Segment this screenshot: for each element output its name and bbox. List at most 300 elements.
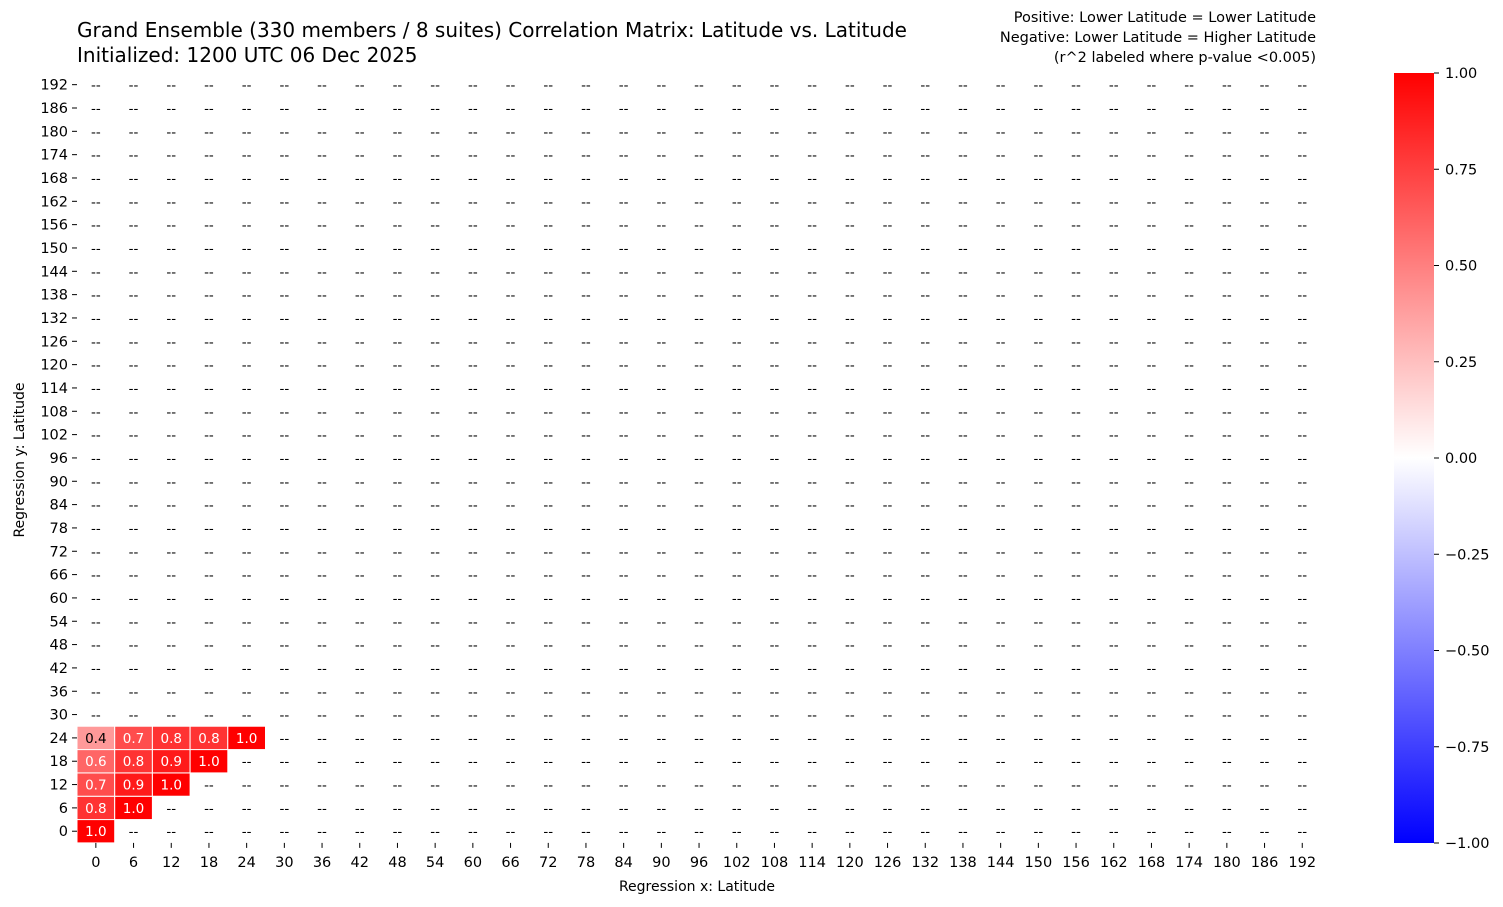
- cell-missing-186-192: --: [1259, 77, 1270, 94]
- cell-missing-96-0: --: [694, 824, 704, 841]
- cell-missing-180-162: --: [1221, 194, 1232, 211]
- cell-missing-174-102: --: [1184, 427, 1195, 444]
- cell-missing-18-174: --: [204, 147, 214, 164]
- y-tick-label-48: 48: [49, 637, 68, 654]
- cell-missing-60-102: --: [467, 427, 478, 444]
- cell-missing-6-60: --: [128, 590, 139, 607]
- cell-missing-48-96: --: [392, 450, 403, 467]
- cell-missing-78-102: --: [581, 427, 591, 444]
- cell-missing-30-144: --: [279, 264, 290, 281]
- cell-missing-66-138: --: [505, 287, 516, 304]
- cell-missing-6-114: --: [128, 380, 139, 397]
- cell-missing-156-0: --: [1071, 824, 1081, 841]
- cell-missing-102-30: --: [731, 707, 742, 724]
- cell-missing-60-0: --: [467, 824, 478, 841]
- cell-missing-150-30: --: [1033, 707, 1044, 724]
- cell-missing-138-108: --: [958, 404, 968, 421]
- cell-missing-42-162: --: [354, 194, 365, 211]
- cell-missing-42-102: --: [354, 427, 365, 444]
- cell-missing-30-84: --: [279, 497, 290, 514]
- cell-missing-102-60: --: [731, 590, 742, 607]
- cell-missing-192-60: --: [1297, 590, 1308, 607]
- cell-missing-72-186: --: [543, 101, 554, 117]
- cell-missing-168-114: --: [1146, 380, 1157, 397]
- cell-missing-102-6: --: [731, 800, 742, 817]
- cell-missing-30-150: --: [279, 240, 290, 257]
- cell-missing-48-60: --: [392, 590, 403, 607]
- cell-missing-72-30: --: [543, 707, 554, 724]
- cell-missing-126-6: --: [882, 800, 893, 817]
- cell-missing-6-192: --: [128, 77, 139, 94]
- cell-missing-60-186: --: [467, 101, 478, 117]
- cell-missing-30-132: --: [279, 310, 290, 327]
- cell-missing-150-18: --: [1033, 754, 1044, 771]
- cell-missing-78-192: --: [581, 77, 591, 94]
- cell-missing-132-156: --: [920, 217, 931, 234]
- cell-missing-102-36: --: [731, 684, 742, 701]
- cell-missing-24-180: --: [241, 124, 252, 141]
- cell-missing-36-132: --: [317, 310, 327, 327]
- cell-missing-0-78: --: [90, 520, 101, 537]
- cell-missing-132-30: --: [920, 707, 931, 724]
- y-tick-label-114: 114: [40, 380, 68, 397]
- cell-missing-186-48: --: [1259, 637, 1270, 654]
- cell-missing-180-108: --: [1221, 404, 1232, 421]
- x-tick-label-48: 48: [388, 854, 407, 871]
- y-tick-label-78: 78: [49, 520, 68, 537]
- cell-missing-24-162: --: [241, 194, 252, 211]
- cell-missing-42-180: --: [354, 124, 365, 141]
- cell-missing-114-102: --: [807, 427, 818, 444]
- cell-missing-0-168: --: [90, 170, 101, 187]
- cell-missing-18-6: --: [204, 800, 214, 817]
- cell-missing-174-90: --: [1184, 474, 1195, 491]
- cell-missing-126-162: --: [882, 194, 893, 211]
- cell-missing-72-144: --: [543, 264, 554, 281]
- cell-missing-120-120: --: [844, 357, 855, 374]
- cell-missing-150-12: --: [1033, 777, 1044, 794]
- cell-missing-60-54: --: [467, 614, 478, 631]
- cell-missing-168-18: --: [1146, 754, 1157, 771]
- cell-missing-144-66: --: [995, 567, 1006, 584]
- x-tick-label-18: 18: [199, 854, 219, 871]
- cell-missing-24-192: --: [241, 77, 252, 94]
- cell-missing-12-156: --: [166, 217, 177, 234]
- cell-missing-126-42: --: [882, 660, 893, 677]
- cell-missing-126-150: --: [882, 240, 893, 257]
- cell-missing-126-72: --: [882, 544, 893, 561]
- cell-missing-66-18: --: [505, 754, 516, 771]
- cell-missing-30-168: --: [279, 170, 290, 187]
- chart-title: Grand Ensemble (330 members / 8 suites) Correlation Matrix: Latitude vs. Latitude: [77, 18, 907, 42]
- cell-missing-18-0: --: [204, 824, 214, 841]
- y-tick-label-120: 120: [40, 357, 68, 374]
- cell-missing-108-78: --: [769, 520, 780, 537]
- cell-missing-186-18: --: [1259, 754, 1270, 771]
- cell-missing-144-192: --: [995, 77, 1006, 94]
- cell-missing-108-138: --: [769, 287, 780, 304]
- cell-missing-102-168: --: [731, 170, 742, 187]
- cell-missing-0-72: --: [90, 544, 101, 561]
- cell-missing-186-126: --: [1259, 334, 1270, 351]
- cell-missing-96-84: --: [694, 497, 704, 514]
- cell-missing-6-144: --: [128, 264, 139, 281]
- cell-missing-0-126: --: [90, 334, 101, 351]
- cell-missing-132-174: --: [920, 147, 931, 164]
- cell-missing-138-156: --: [958, 217, 968, 234]
- cell-missing-42-54: --: [354, 614, 365, 631]
- cell-missing-78-72: --: [581, 544, 591, 561]
- cell-missing-150-186: --: [1033, 101, 1044, 117]
- cell-missing-78-48: --: [581, 637, 591, 654]
- cell-missing-66-174: --: [505, 147, 516, 164]
- cell-missing-66-120: --: [505, 357, 516, 374]
- cell-missing-30-192: --: [279, 77, 290, 94]
- cell-missing-150-90: --: [1033, 474, 1044, 491]
- y-tick-label-192: 192: [40, 77, 68, 94]
- cell-missing-60-78: --: [467, 520, 478, 537]
- cell-missing-78-138: --: [581, 287, 591, 304]
- cell-missing-0-114: --: [90, 380, 101, 397]
- cell-missing-48-6: --: [392, 800, 403, 817]
- cell-missing-168-96: --: [1146, 450, 1157, 467]
- x-tick-label-126: 126: [873, 854, 902, 871]
- cell-missing-156-78: --: [1071, 520, 1081, 537]
- cell-missing-42-174: --: [354, 147, 365, 164]
- cell-missing-168-78: --: [1146, 520, 1157, 537]
- cell-label-12-12: 1.0: [160, 777, 182, 794]
- cell-missing-36-54: --: [317, 614, 327, 631]
- cell-missing-174-108: --: [1184, 404, 1195, 421]
- cell-missing-162-144: --: [1108, 264, 1119, 281]
- cell-missing-6-54: --: [128, 614, 139, 631]
- cell-label-12-18: 0.9: [160, 754, 182, 771]
- cell-missing-72-90: --: [543, 474, 554, 491]
- cell-missing-18-48: --: [204, 637, 214, 654]
- cell-missing-54-168: --: [430, 170, 441, 187]
- cell-missing-144-156: --: [995, 217, 1006, 234]
- cell-missing-78-54: --: [581, 614, 591, 631]
- cell-missing-162-138: --: [1108, 287, 1119, 304]
- y-tick-label-36: 36: [49, 684, 68, 701]
- cell-missing-84-78: --: [618, 520, 629, 537]
- cell-missing-144-18: --: [995, 754, 1006, 771]
- cell-missing-120-84: --: [844, 497, 855, 514]
- cell-missing-78-180: --: [581, 124, 591, 141]
- cell-missing-144-114: --: [995, 380, 1006, 397]
- cell-missing-60-42: --: [467, 660, 478, 677]
- cell-missing-84-6: --: [618, 800, 629, 817]
- cell-missing-126-66: --: [882, 567, 893, 584]
- cell-missing-24-150: --: [241, 240, 252, 257]
- cell-missing-192-54: --: [1297, 614, 1308, 631]
- cell-missing-24-72: --: [241, 544, 252, 561]
- y-tick-label-72: 72: [49, 544, 68, 561]
- cell-missing-138-18: --: [958, 754, 968, 771]
- cell-missing-84-174: --: [618, 147, 629, 164]
- cell-missing-138-96: --: [958, 450, 968, 467]
- cell-missing-72-12: --: [543, 777, 554, 794]
- cell-missing-18-78: --: [204, 520, 214, 537]
- cell-missing-114-36: --: [807, 684, 818, 701]
- cell-missing-192-36: --: [1297, 684, 1308, 701]
- cell-missing-114-30: --: [807, 707, 818, 724]
- cell-missing-162-156: --: [1108, 217, 1119, 234]
- cell-missing-120-174: --: [844, 147, 855, 164]
- cell-missing-192-84: --: [1297, 497, 1308, 514]
- cell-missing-90-24: --: [656, 730, 667, 747]
- cell-missing-0-36: --: [90, 684, 101, 701]
- y-tick-label-144: 144: [40, 264, 68, 281]
- cell-missing-156-156: --: [1071, 217, 1081, 234]
- cell-missing-6-168: --: [128, 170, 139, 187]
- cell-missing-150-54: --: [1033, 614, 1044, 631]
- cell-missing-192-12: --: [1297, 777, 1308, 794]
- cell-missing-12-48: --: [166, 637, 177, 654]
- cell-missing-90-60: --: [656, 590, 667, 607]
- cell-missing-30-186: --: [279, 101, 290, 117]
- cell-missing-114-186: --: [807, 101, 818, 117]
- cell-missing-108-48: --: [769, 637, 780, 654]
- cell-missing-66-132: --: [505, 310, 516, 327]
- cell-missing-114-84: --: [807, 497, 818, 514]
- cell-missing-168-138: --: [1146, 287, 1157, 304]
- cell-missing-0-54: --: [90, 614, 101, 631]
- cell-missing-168-36: --: [1146, 684, 1157, 701]
- cell-missing-48-102: --: [392, 427, 403, 444]
- cell-missing-108-96: --: [769, 450, 780, 467]
- cell-missing-108-162: --: [769, 194, 780, 211]
- cell-missing-180-54: --: [1221, 614, 1232, 631]
- cell-missing-132-138: --: [920, 287, 931, 304]
- cell-missing-132-72: --: [920, 544, 931, 561]
- cell-missing-12-0: --: [166, 824, 177, 841]
- cell-missing-192-192: --: [1297, 77, 1308, 94]
- cell-missing-84-180: --: [618, 124, 629, 141]
- cell-missing-162-186: --: [1108, 101, 1119, 117]
- cell-missing-90-180: --: [656, 124, 667, 141]
- cell-missing-120-162: --: [844, 194, 855, 211]
- cell-missing-96-108: --: [694, 404, 704, 421]
- cell-missing-180-174: --: [1221, 147, 1232, 164]
- y-tick-label-126: 126: [40, 334, 68, 351]
- cell-missing-96-138: --: [694, 287, 704, 304]
- cell-missing-36-42: --: [317, 660, 327, 677]
- cell-missing-72-72: --: [543, 544, 554, 561]
- cell-missing-84-132: --: [618, 310, 629, 327]
- cell-missing-42-72: --: [354, 544, 365, 561]
- cell-missing-138-12: --: [958, 777, 968, 794]
- cell-missing-60-90: --: [467, 474, 478, 491]
- cell-missing-144-48: --: [995, 637, 1006, 654]
- cell-missing-144-174: --: [995, 147, 1006, 164]
- cell-missing-120-66: --: [844, 567, 855, 584]
- cell-missing-120-96: --: [844, 450, 855, 467]
- cell-missing-90-6: --: [656, 800, 667, 817]
- cell-missing-132-66: --: [920, 567, 931, 584]
- y-tick-label-42: 42: [49, 660, 68, 677]
- cell-missing-186-156: --: [1259, 217, 1270, 234]
- cell-missing-168-150: --: [1146, 240, 1157, 257]
- cell-missing-36-138: --: [317, 287, 327, 304]
- cell-missing-60-108: --: [467, 404, 478, 421]
- cell-missing-144-108: --: [995, 404, 1006, 421]
- cell-missing-60-6: --: [467, 800, 478, 817]
- cell-missing-162-174: --: [1108, 147, 1119, 164]
- cell-missing-54-144: --: [430, 264, 441, 281]
- cell-missing-66-0: --: [505, 824, 516, 841]
- cell-missing-30-0: --: [279, 824, 290, 841]
- cell-missing-78-108: --: [581, 404, 591, 421]
- cell-missing-114-120: --: [807, 357, 818, 374]
- cell-missing-18-126: --: [204, 334, 214, 351]
- cell-missing-138-126: --: [958, 334, 968, 351]
- cell-missing-132-186: --: [920, 101, 931, 117]
- cell-missing-30-114: --: [279, 380, 290, 397]
- cell-missing-84-12: --: [618, 777, 629, 794]
- cell-missing-84-96: --: [618, 450, 629, 467]
- cell-missing-0-96: --: [90, 450, 101, 467]
- cell-missing-126-102: --: [882, 427, 893, 444]
- cell-missing-102-72: --: [731, 544, 742, 561]
- cell-missing-0-66: --: [90, 567, 101, 584]
- cell-missing-120-186: --: [844, 101, 855, 117]
- cell-missing-18-144: --: [204, 264, 214, 281]
- cell-missing-108-132: --: [769, 310, 780, 327]
- cell-missing-138-162: --: [958, 194, 968, 211]
- cell-missing-120-18: --: [844, 754, 855, 771]
- cell-missing-108-54: --: [769, 614, 780, 631]
- cell-missing-114-18: --: [807, 754, 818, 771]
- cell-missing-6-156: --: [128, 217, 139, 234]
- cell-missing-24-174: --: [241, 147, 252, 164]
- cell-missing-156-84: --: [1071, 497, 1081, 514]
- cell-missing-162-18: --: [1108, 754, 1119, 771]
- cell-label-18-24: 0.8: [198, 730, 220, 747]
- cell-missing-66-144: --: [505, 264, 516, 281]
- cell-missing-48-162: --: [392, 194, 403, 211]
- cell-missing-30-72: --: [279, 544, 290, 561]
- cell-missing-120-24: --: [844, 730, 855, 747]
- cell-missing-174-120: --: [1184, 357, 1195, 374]
- cell-missing-24-66: --: [241, 567, 252, 584]
- cell-missing-168-180: --: [1146, 124, 1157, 141]
- cell-missing-12-180: --: [166, 124, 177, 141]
- cell-missing-42-192: --: [354, 77, 365, 94]
- cell-missing-72-78: --: [543, 520, 554, 537]
- cell-missing-18-156: --: [204, 217, 214, 234]
- cell-missing-174-114: --: [1184, 380, 1195, 397]
- cell-missing-174-84: --: [1184, 497, 1195, 514]
- cell-missing-108-174: --: [769, 147, 780, 164]
- cell-missing-120-108: --: [844, 404, 855, 421]
- cell-missing-108-6: --: [769, 800, 780, 817]
- colorbar-tick-label: −0.75: [1445, 739, 1490, 756]
- cell-missing-78-156: --: [581, 217, 591, 234]
- cell-missing-60-66: --: [467, 567, 478, 584]
- cell-missing-132-54: --: [920, 614, 931, 631]
- cell-missing-180-156: --: [1221, 217, 1232, 234]
- cell-missing-192-96: --: [1297, 450, 1308, 467]
- cell-missing-96-66: --: [694, 567, 704, 584]
- cell-missing-150-84: --: [1033, 497, 1044, 514]
- cell-missing-168-66: --: [1146, 567, 1157, 584]
- cell-missing-150-156: --: [1033, 217, 1044, 234]
- cell-missing-96-78: --: [694, 520, 704, 537]
- cell-missing-66-126: --: [505, 334, 516, 351]
- cell-missing-138-168: --: [958, 170, 968, 187]
- cell-missing-72-174: --: [543, 147, 554, 164]
- cell-missing-126-90: --: [882, 474, 893, 491]
- cell-missing-30-66: --: [279, 567, 290, 584]
- cell-missing-114-12: --: [807, 777, 818, 794]
- cell-missing-24-144: --: [241, 264, 252, 281]
- y-tick-label-90: 90: [49, 474, 68, 491]
- cell-missing-30-78: --: [279, 520, 290, 537]
- cell-missing-12-174: --: [166, 147, 177, 164]
- cell-missing-186-0: --: [1259, 824, 1270, 841]
- cell-missing-60-156: --: [467, 217, 478, 234]
- cell-missing-150-138: --: [1033, 287, 1044, 304]
- cell-missing-192-186: --: [1297, 101, 1308, 117]
- cell-missing-114-24: --: [807, 730, 818, 747]
- cell-missing-60-120: --: [467, 357, 478, 374]
- cell-missing-78-84: --: [581, 497, 591, 514]
- cell-missing-84-192: --: [618, 77, 629, 94]
- cell-missing-150-60: --: [1033, 590, 1044, 607]
- cell-missing-12-30: --: [166, 707, 177, 724]
- cell-missing-6-162: --: [128, 194, 139, 211]
- cell-missing-78-18: --: [581, 754, 591, 771]
- cell-missing-96-6: --: [694, 800, 704, 817]
- cell-missing-156-42: --: [1071, 660, 1081, 677]
- cell-missing-138-42: --: [958, 660, 968, 677]
- cell-missing-66-30: --: [505, 707, 516, 724]
- cell-missing-6-150: --: [128, 240, 139, 257]
- cell-missing-54-96: --: [430, 450, 441, 467]
- cell-missing-126-126: --: [882, 334, 893, 351]
- cell-missing-90-42: --: [656, 660, 667, 677]
- cell-missing-144-132: --: [995, 310, 1006, 327]
- cell-missing-96-36: --: [694, 684, 704, 701]
- cell-missing-114-90: --: [807, 474, 818, 491]
- cell-missing-72-36: --: [543, 684, 554, 701]
- cell-missing-48-120: --: [392, 357, 403, 374]
- cell-missing-180-84: --: [1221, 497, 1232, 514]
- cell-missing-174-30: --: [1184, 707, 1195, 724]
- cell-missing-180-60: --: [1221, 590, 1232, 607]
- cell-missing-180-78: --: [1221, 520, 1232, 537]
- cell-missing-102-18: --: [731, 754, 742, 771]
- cell-missing-156-48: --: [1071, 637, 1081, 654]
- cell-missing-114-150: --: [807, 240, 818, 257]
- cell-missing-126-132: --: [882, 310, 893, 327]
- cell-label-0-0: 1.0: [85, 824, 107, 841]
- cell-missing-72-150: --: [543, 240, 554, 257]
- cell-missing-168-60: --: [1146, 590, 1157, 607]
- cell-missing-90-138: --: [656, 287, 667, 304]
- cell-missing-138-192: --: [958, 77, 968, 94]
- cell-missing-174-186: --: [1184, 101, 1195, 117]
- cell-missing-174-168: --: [1184, 170, 1195, 187]
- cell-missing-72-18: --: [543, 754, 554, 771]
- cell-missing-120-144: --: [844, 264, 855, 281]
- y-tick-label-66: 66: [49, 567, 68, 584]
- cell-missing-54-30: --: [430, 707, 441, 724]
- cell-missing-132-24: --: [920, 730, 931, 747]
- cell-missing-60-132: --: [467, 310, 478, 327]
- cell-missing-156-18: --: [1071, 754, 1081, 771]
